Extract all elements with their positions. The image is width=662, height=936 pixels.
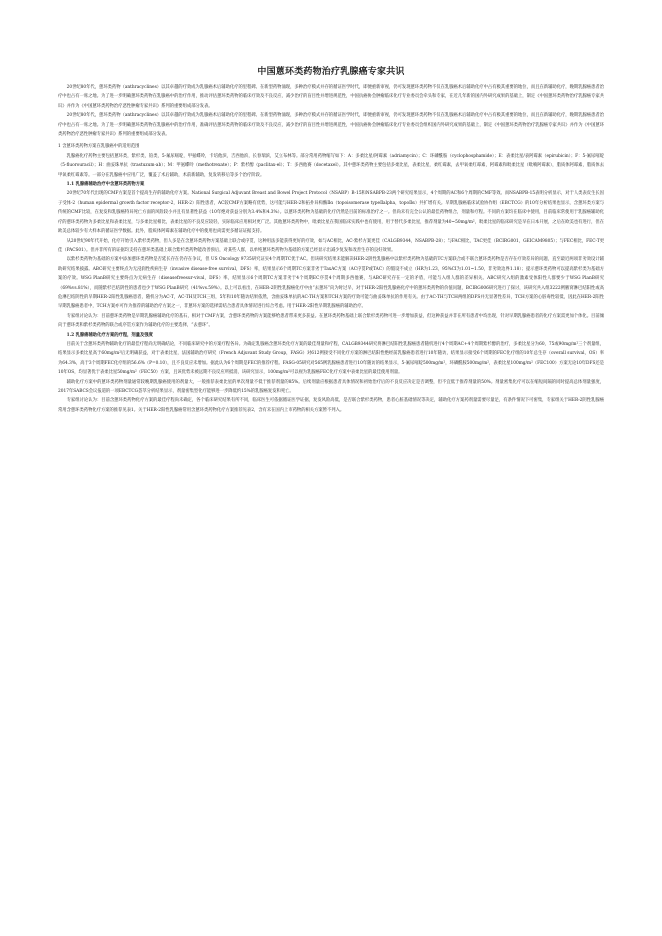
intro-paragraph-2: 20世纪80年代，蒽环类药物（anthracyclines）以其卓越的疗效成为乳腺癌术后辅助化疗的里程碑。在新型药物涌现，多种治疗模式并存的循证医学时代，即便重新审视，仍可发现蒽环类药物不仅在乳腺癌术后辅助化疗中占有极其重要的地位，而且在新辅助化疗，晚期乳腺癌患者治疗中也占有一席之地。为了进一步明确蒽环类药物在乳腺癌中的治疗作用，准确评估蒽环类药物的临床疗效及不良反应，减少治疗的盲目性并增进规范性，中国抗癌协会肿瘤临床化疗专业委员会组织国内外研究成果的基础上，制定《中国蒽环类药物治疗乳腺癌专家共识》并作为《中国蒽环类药物治疗恶性肿瘤专家共识》系列的重要组成部分发表。 [58, 113, 604, 138]
section-1-1-paragraph-2: 从20世纪90年代开始，化疗开始引入紫杉类药物，但人多是在含蒽环类药物方案基础上联合或序贯，这种用法多能获得更好的疗效，如与AC相比，AC-紫杉方案更佳（CALGB9344，NSABPB-28）；与FAC相比，TAC更佳（BCIRG001，GEICAM9805）；与FEC相比，FEC-T更佳（PACS01）。但并非所有的证据均支持在蒽环类基础上联合紫杉类药物能改善预后，对某些人群，以单纯蒽环类药物为基础的方案已经显示出减少复发和改善生存的良好效果。 [58, 238, 604, 253]
document-title: 中国蒽环类药物治疗乳腺癌专家共识 [257, 67, 405, 77]
section-1-1-paragraph-4: 专家组讨论认为：目前蒽环类药物是早期乳腺癌辅助化疗的基石，相对于CMF方案，含蒽环类药物的方案能够给患者带来更多获益。在蒽环类药物基础上联合紫杉类药物可进一步增加获益，但这种获益并非在所有患者中均出现，针对早期乳腺癌患者的化疗方案需更加个体化。目前倾向于蒽环类和紫杉类药物的联合或序贯方案作为辅助化疗的主要选择，“去蒽环”。 [58, 313, 604, 329]
section-1-1-paragraph-1: 20世纪70年代出现的CMF方案是首个提高生存的辅助化疗方案。National Surgical Adjuvant Breast and Bowel Project Protocol（NSABP）B-15和NSABPB-23两个研究结果显示，4个周期的AC和6个周期的CMF等效。而NSABPB-15表明分析显示，对于人类表皮生长因子受体-2（human epidermal growth factor receptor-2，HER-2）阳性患者，AC较CMF方案略有优势，这可能与HER-2和拓扑异构酶Ⅱα（topoisomerase typeⅡalpha，topoⅡα）共扩增有关。早期乳腺癌临床试验协作组（EBCTCG）的10年分析结果也显示，含蒽环类方案与传统的CMF比较，在复发和乳腺癌特异死亡方面的风险较小并且有显著性获益（10年绝对获益分别为3.4%和4.3%）。以蒽环类药物为基础的化疗仍然是目前的标准治疗之一。但尚未有完全公认的最佳药物组合，剂量和疗程。不同的方案均在临床中使用，目前临床常使用于乳腺癌辅助化疗的蒽环类药物为多柔比星和表柔比星，与多柔比星相比，表柔比星的不良反应较轻，实际临床应用相对更广泛。其他蒽环类药物中，吡柔比星在我国临床实践中也有使用，用于替代多柔比星，推荐剂量为40~50mg/m²，吡柔比星的临床研究是早在日本开展，之后在欧美也有进行，但在欧美总体较少有大样本的循证医学数据。此外，脂质体阿霉素在辅助化疗中的使用也尚需更多循证证据支持。 [58, 191, 604, 235]
section-1-1-heading: 1.1 乳腺癌辅助治疗中含蒽环类药物方案 [66, 182, 145, 188]
section-1-2-heading: 1.2 乳腺癌辅助化疗方案的疗程，剂量及强度 [66, 332, 153, 338]
intro-paragraph-1: 20世纪80年代，蒽环类药物（anthracyclines）以其卓越的疗效成为乳腺癌术后辅助化疗的里程碑。在新型药物涌现，多种治疗模式并存的循证医学时代，即便重新审视，仍可发现蒽环类药物不仅在乳腺癌术后辅助化疗中占有极其重要的地位，而且在新辅助化疗，晚期乳腺癌患者治疗中也占有一席之地。为了进一步明确蒽环类药物在乳腺癌中的治疗作用，推动评估蒽环类药物的临床疗效及不良反应，减少治疗的盲目性并增进规范性，中国抗癌协会肿瘤临床化疗专业委员会牵头和专家，在近几年新的国内外研究成果的基础上，制定《中国蒽环类药物治疗乳腺癌专家共识》并作为《中国蒽环类药物治疗恶性肿瘤专家共识》系列的重要组成部分发表。 [58, 85, 604, 109]
section-1-2-paragraph-3: 专家组讨论认为：目前含蒽环类药物化疗方案的最佳疗程尚未确定，各个临床研究结果有所不同，临床医生可依据循证医学证据，复发风险高低，是否联合紫杉类药物，患者心脏基础情况等决定，辅助化疗方案药剂量需要尽量足，有条件情况下可密集，专家组关于HER-2阴性乳腺癌常用含蒽环类药物化疗方案的推荐见表1。关于HER-2阳性乳腺癌常用含蒽环类药物化疗方案推荐见表2，含有未在国内上市药物的相关方案暂不列入。 [58, 398, 604, 413]
section-1-paragraph: 乳腺癌化疗药物主要包括蒽环类，紫杉类，铂类，5-氟尿嘧啶，甲氨蝶呤，卡培他滨，吉西他滨，长春瑞滨，艾立布林等。部分常用药物缩写如下：A：多柔比星/阿霉素（adriamycin）；C：环磷酰胺（cyclophosphamide）；E：表柔比星/表阿霉素（epirubicin）；F：5-氟尿嘧啶（5-fluorouracil）；H：曲妥珠单抗（trastuzum-ab）；M：甲氨蝶呤（methotrexate）；P：紫杉醇（paclitax-el）；T：多西他赛（docetaxel）。其中蒽环类药物主要包括多柔比星，表柔比星，柔红霉素，去甲氧柔红霉素，阿霉素和吡柔比星（吡喃阿霉素），脂质体阿霉素，脂质体去甲氧柔红霉素等。一部分在乳腺癌中应用广泛，覆盖了术后辅助，术前新辅助，复发转移后等多个治疗阶段。 [58, 153, 604, 178]
section-1-2-paragraph-2: 辅助化疗方案中的蒽环类药物剂量通常较晚期乳腺癌使用的剂量大，一般推荐表柔比星的单次剂量不低于推荐剂量的85%。后续剂量应根据患者具体情况和初始治疗后的不良反应决定是否调整，但不宜低于推荐剂量的50%。剂量密集化疗可以在缩短间隔的同时提高总体剂量强度，2017年SABCS会议报道的一项EBCTCG荟萃分析结果显示，剂量密集型化疗能够进一步降低约15%的乳腺癌复发和死亡。 [58, 379, 604, 394]
section-1-2-paragraph-1: 目前关于含蒽环类药物辅助化疗的最佳疗程尚无明确结论，不同临床研究中的方案疗程各异。为确定乳腺癌含蒽环类化疗方案的最佳剂量和疗程，CALGB9344研究将淋巴结阳性乳腺癌患者随机进行4个周期AC+4个周期紫杉醇的治疗，多柔比星分为60，75或90mg/m²三个剂量组，结果显示多柔比星高于60mg/m²后无明确获益，对于表柔比星，法国辅助治疗研究（French Adjuvant Study Group，FASG）对612例接受不同化疗方案的淋巴结阳性绝经前乳腺癌患者进行10年随访，结果显示接受6个周期的FEC化疗组的10年总生存（overall survival，OS）率为64.3%，高于3个周期FEC化疗组的56.6%（P=0.10），且不良反应未增加。据此认为6个周期是FEC的推荐疗程。FASG-05研究对565例乳腺癌患者进行10年随访的结果显示，5-氟尿嘧啶500mg/m²，环磷酰胺500mg/m²，表柔比星100mg/m²（FEC100）方案无论10年DFS还是10年OS，均显著优于表柔比星50mg/m²（FEC50）方案，且该优势未被远期不良反应所抵消，该研究显示，100mg/m²可以视为乳腺癌FEC化疗方案中表柔比星的最佳使用剂量。 [58, 341, 604, 376]
section-1-1-paragraph-3: 以紫杉类药物为基础的方案中添加蒽环类药物是否延长存在仍存在争议，但 US Oncology 9735研究证实4个周期TC优于AC。但该研究结果未能解决HER-2阴性乳腺癌中以紫杉类药物为基础的TC方案联合或不联合蒽环类药物是否存在疗效差异的问题，直至最近两项非劣效设计辅助研究结果披露。ABC研究主要终点为无浸润性疾病生存（invasive disease-free survival，DFS）率，结果显示6个周期TC方案非劣于TaxAC方案（AC序贯P或TAC）的假设不成立（HR为1.23，95%CI为1.01~1.50，非劣效边界1.18）；提示蒽环类药物可以提高紫杉类为基础方案的疗效。WSG PlanB研究主要终点为无病生存（diseasefreesur-vival，DFS）率，结果显示6个周期TC方案非劣于4个周期EC序贯4个周期多西他赛，与ABC研究存在一定的矛盾，可能与入组人群的差异相关。ABC研究入组的激素受体阳性人群要少于WSG PlanB研究（69%vs.81%），而随紫杉巴结阴性的患者也少于WSG PlanB研究（41%vs.59%）。以上可以看出，在HER-2阴性乳腺癌化疗中由“去蒽环”向为时过早，对于HER-2阳性乳腺癌化疗中的蒽环类药物的价值问题，BCIRG006研究进行了探讨，该研究共入组3222例腋窝淋巴结阳性或高危淋巴结阴性的早期HER-2阳性乳腺癌患者，随机分为AC-T，AC-TH及TCH三组，5年和10年随访结果依然，含曲妥珠单抗的AC-TH方案和TCH方案的疗效可能与曲妥珠单抗的作用有关。由于AC-TH与TCH两组的DFS并无显著性差异，TCH方案的心脏毒性较低，因此在HER-2阳性早期乳腺癌患者中，TCH方案亦可作为推荐的辅助治疗方案之一，非蒽环方案的选择需结合患者具体情况进行综合考虑。用于HER-2阳性早期乳腺癌的辅助治疗。 [58, 257, 604, 310]
section-1-heading: 1 含蒽环类药物方案在乳腺癌中的适用范围 [58, 144, 140, 150]
